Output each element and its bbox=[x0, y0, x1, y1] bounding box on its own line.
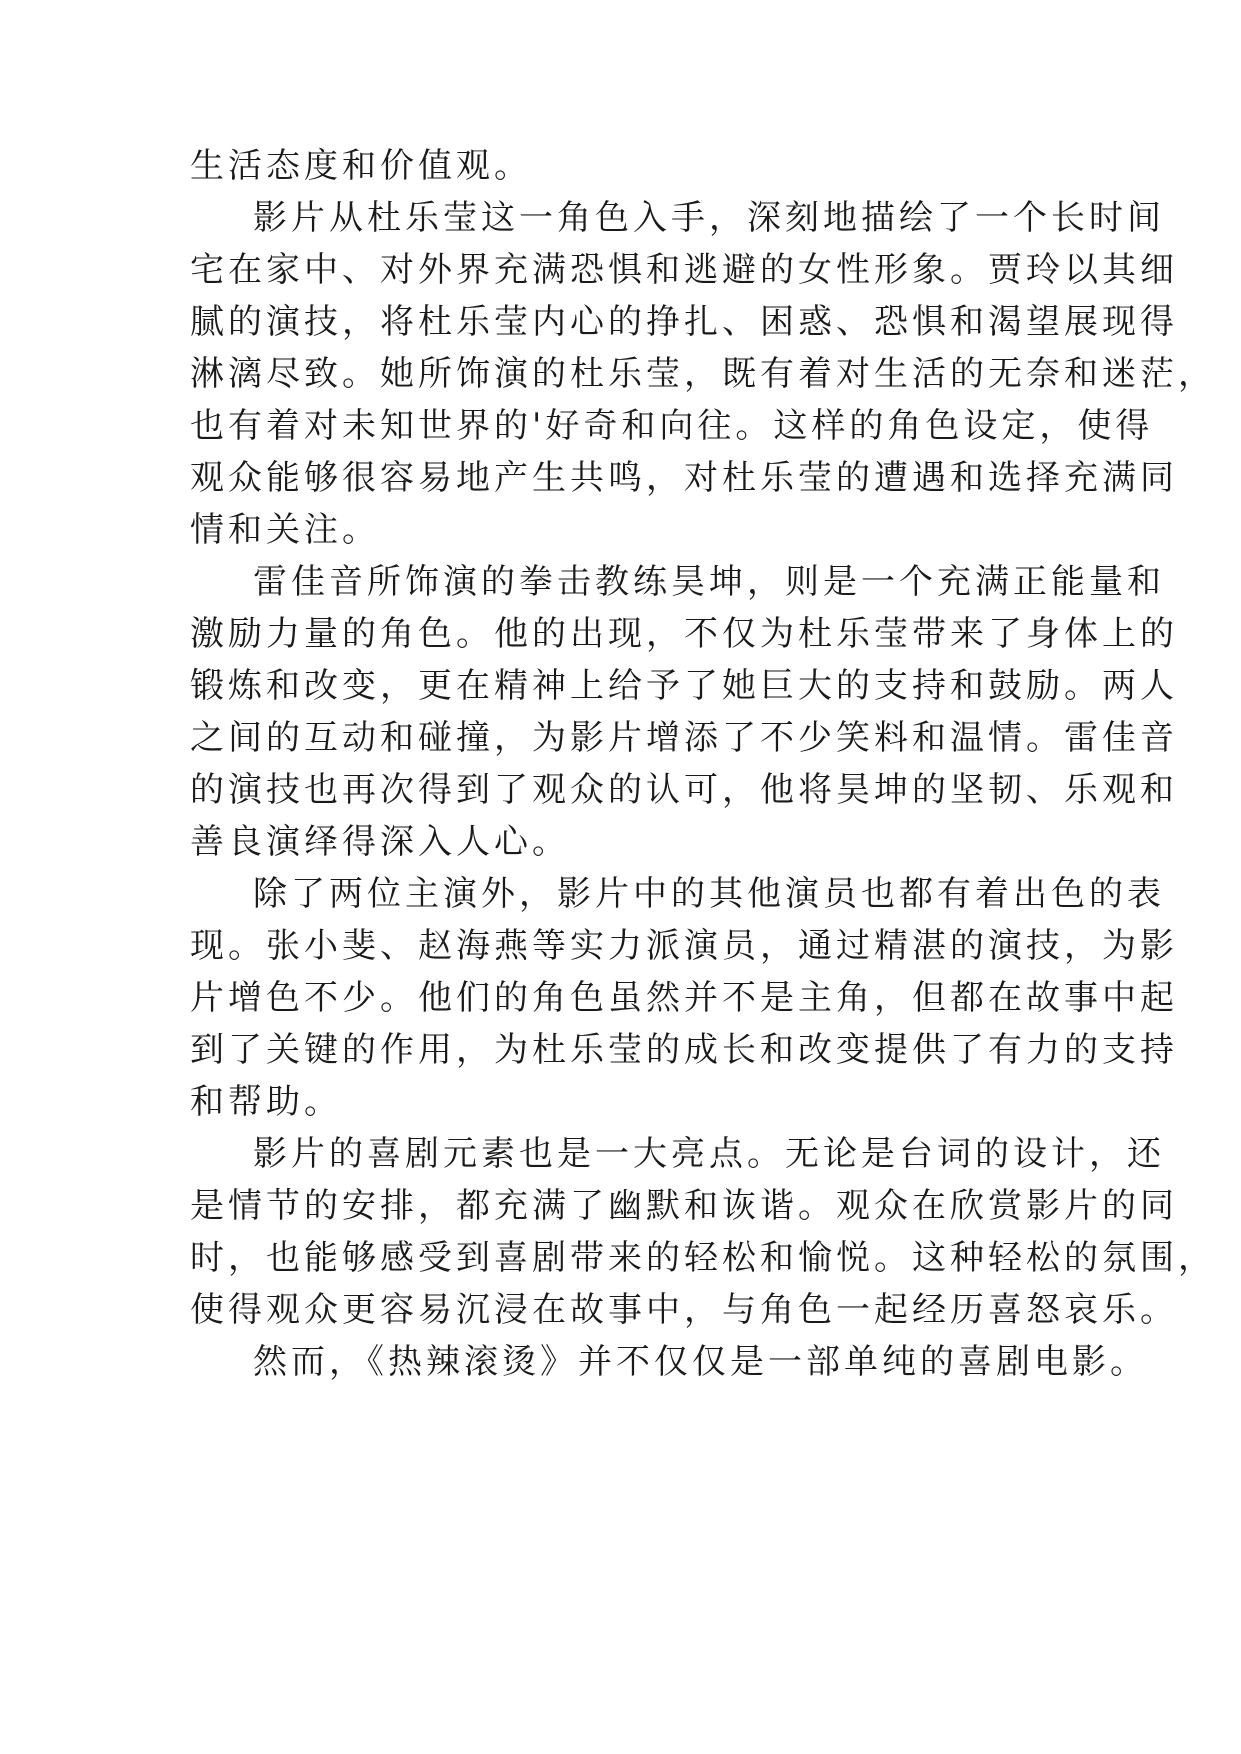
text-line: 是情节的安排，都充满了幽默和诙谐。观众在欣赏影片的同 bbox=[190, 1186, 1178, 1226]
text-line: 也有着对未知世界的'好奇和向往。这样的角色设定，使得 bbox=[190, 406, 1154, 446]
text-line: 善良演绎得深入人心。 bbox=[190, 822, 570, 862]
text-line: 雷佳音所饰演的拳击教练昊坤，则是一个充满正能量和 bbox=[253, 562, 1165, 602]
text-line: 腻的演技，将杜乐莹内心的挣扎、困惑、恐惧和渴望展现得 bbox=[190, 302, 1178, 342]
text-line: 和帮助。 bbox=[190, 1082, 342, 1122]
text-line: 淋漓尽致。她所饰演的杜乐莹，既有着对生活的无奈和迷茫， bbox=[190, 354, 1216, 394]
text-line: 影片从杜乐莹这一角色入手，深刻地描绘了一个长时间 bbox=[253, 198, 1165, 238]
text-line: 宅在家中、对外界充满恐惧和逃避的女性形象。贾玲以其细 bbox=[190, 250, 1178, 290]
text-line: 使得观众更容易沉浸在故事中，与角色一起经历喜怒哀乐。 bbox=[190, 1290, 1178, 1330]
text-line: 时，也能够感受到喜剧带来的轻松和愉悦。这种轻松的氛围， bbox=[190, 1238, 1216, 1278]
text-line: 现。张小斐、赵海燕等实力派演员，通过精湛的演技，为影 bbox=[190, 926, 1178, 966]
text-line: 除了两位主演外，影片中的其他演员也都有着出色的表 bbox=[253, 874, 1165, 914]
text-line: 的演技也再次得到了观众的认可，他将昊坤的坚韧、乐观和 bbox=[190, 770, 1178, 810]
text-line: 片增色不少。他们的角色虽然并不是主角，但都在故事中起 bbox=[190, 978, 1178, 1018]
text-line: 观众能够很容易地产生共鸣，对杜乐莹的遭遇和选择充满同 bbox=[190, 458, 1178, 498]
text-line: 生活态度和价值观。 bbox=[190, 146, 532, 186]
text-line: 情和关注。 bbox=[190, 510, 380, 550]
text-line: 锻炼和改变，更在精神上给予了她巨大的支持和鼓励。两人 bbox=[190, 666, 1178, 706]
text-line: 然而，《热辣滚烫》并不仅仅是一部单纯的喜剧电影。 bbox=[253, 1342, 1148, 1382]
text-line: 到了关键的作用，为杜乐莹的成长和改变提供了有力的支持 bbox=[190, 1030, 1178, 1070]
text-line: 之间的互动和碰撞，为影片增添了不少笑料和温情。雷佳音 bbox=[190, 718, 1178, 758]
text-line: 激励力量的角色。他的出现，不仅为杜乐莹带来了身体上的 bbox=[190, 614, 1178, 654]
text-line: 影片的喜剧元素也是一大亮点。无论是台词的设计，还 bbox=[253, 1134, 1165, 1174]
